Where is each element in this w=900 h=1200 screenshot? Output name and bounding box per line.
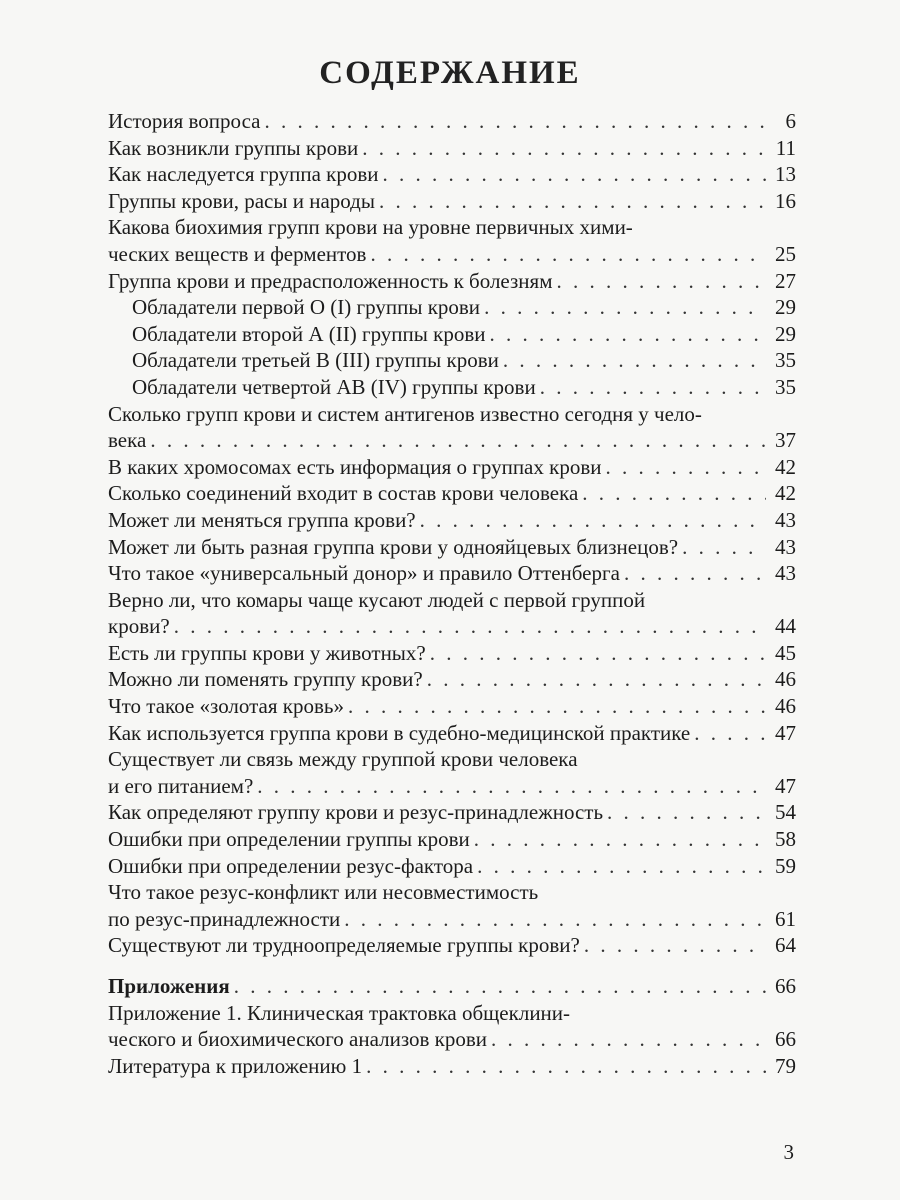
dot-leader	[366, 1053, 766, 1080]
toc-entry-title: Как возникли группы крови	[108, 135, 359, 160]
toc-entry	[108, 374, 796, 401]
toc-entry-page: 43	[775, 561, 796, 586]
toc-entry	[108, 720, 796, 747]
dot-leader	[557, 268, 767, 295]
toc-entry-title-start: Приложение 1. Клиническая трактовка общеклини-	[108, 1000, 571, 1025]
toc-entry	[108, 799, 796, 826]
toc-entry	[108, 268, 796, 295]
toc-entry	[108, 161, 796, 188]
dot-leader	[491, 1026, 766, 1053]
dot-leader	[362, 135, 766, 162]
toc-entry-page: 79	[775, 1053, 796, 1078]
toc-entry	[108, 454, 796, 481]
toc-entry-page: 44	[775, 614, 796, 639]
dot-leader	[624, 560, 766, 587]
toc-entry-title: Может ли быть разная группа крови у однояйцевых близнецов?	[108, 534, 679, 559]
toc-entry-title: Обладатели третьей В (III) группы крови	[132, 348, 499, 373]
toc-entry	[108, 587, 796, 640]
toc-entry-title: Обладатели первой О (I) группы крови	[132, 295, 481, 320]
toc-entry-page: 13	[775, 162, 796, 187]
toc-entry-page: 35	[775, 374, 796, 399]
dot-leader	[584, 932, 766, 959]
toc-entry-title: века	[108, 428, 147, 453]
dot-leader	[344, 906, 766, 933]
dot-leader	[474, 826, 766, 853]
toc-entry	[108, 294, 796, 321]
toc-entry-title: Литература к приложению 1	[108, 1053, 363, 1078]
toc-entry	[108, 693, 796, 720]
toc-entry-page: 35	[775, 348, 796, 373]
dot-leader	[484, 294, 766, 321]
toc-entry-title: Может ли меняться группа крови?	[108, 507, 416, 532]
toc-entry-page: 43	[775, 534, 796, 559]
section-gap	[108, 959, 796, 973]
toc-entry-page: 46	[775, 667, 796, 692]
toc-entry-title-start: Что такое резус-конфликт или несовместимость	[108, 880, 539, 905]
toc-entry	[108, 746, 796, 799]
toc-entry-page: 64	[775, 933, 796, 958]
dot-leader	[257, 773, 766, 800]
toc-entry-title: Группы крови, расы и народы	[108, 188, 375, 213]
toc-entry-title: Как используется группа крови в судебно-медицинской практике	[108, 720, 691, 745]
toc-entry-page: 54	[775, 800, 796, 825]
toc-entry-page: 27	[775, 268, 796, 293]
toc-entry-title: История вопроса	[108, 109, 261, 133]
toc-entry-title: по резус-принадлежности	[108, 906, 341, 931]
toc-entry-page: 66	[775, 1027, 796, 1052]
toc-entry-title: Есть ли группы крови у животных?	[108, 640, 426, 665]
toc-entry-title: Что такое «золотая кровь»	[108, 694, 344, 719]
toc-entry-title-start: Верно ли, что комары чаще кусают людей с первой группой	[108, 587, 646, 612]
dot-leader	[234, 973, 766, 1000]
dot-leader	[582, 480, 766, 507]
toc-entry-page: 47	[775, 773, 796, 798]
page-number: 3	[783, 1140, 794, 1164]
toc-entry-page: 29	[775, 321, 796, 346]
toc-entry-page: 58	[775, 827, 796, 852]
dot-leader	[490, 321, 766, 348]
toc-entry	[108, 560, 796, 587]
toc-entry-title: Как определяют группу крови и резус-принадлежность	[108, 800, 604, 825]
toc-entry-title-start: Существует ли связь между группой крови человека	[108, 747, 578, 772]
dot-leader	[477, 853, 766, 880]
table-of-contents	[108, 108, 796, 1079]
toc-entry-page: 42	[775, 454, 796, 479]
toc-entry-page: 16	[775, 188, 796, 213]
toc-entry-title: Обладатели второй А (II) группы крови	[132, 321, 486, 346]
toc-entry	[108, 214, 796, 267]
toc-entry-title: и его питанием?	[108, 773, 254, 798]
toc-entry-title: Что такое «универсальный донор» и правило Оттенберга	[108, 561, 620, 586]
dot-leader	[370, 241, 766, 268]
dot-leader	[174, 613, 766, 640]
toc-entry-title-start: Какова биохимия групп крови на уровне первичных хими-	[108, 215, 633, 240]
toc-entry-page: 61	[775, 906, 796, 931]
toc-entry-title: Ошибки при определении группы крови	[108, 827, 470, 852]
dot-leader	[150, 427, 766, 454]
toc-entry	[108, 534, 796, 561]
dot-leader	[694, 720, 766, 747]
dot-leader	[383, 161, 766, 188]
toc-entry	[108, 973, 796, 1000]
toc-entry-title: В каких хромосомах есть информация о группах крови	[108, 454, 602, 479]
toc-entry	[108, 135, 796, 162]
toc-entry-page: 37	[775, 428, 796, 453]
dot-leader	[430, 640, 766, 667]
toc-entry-title: Группа крови и предрасположенность к болезням	[108, 268, 553, 293]
dot-leader	[503, 347, 766, 374]
toc-entry-title: Как наследуется группа крови	[108, 162, 379, 187]
toc-entry-title: ческих веществ и ферментов	[108, 241, 367, 266]
toc-entry-page: 45	[775, 640, 796, 665]
toc-entry	[108, 932, 796, 959]
toc-entry-page: 25	[775, 241, 796, 266]
toc-entry	[108, 108, 796, 135]
toc-entry-title: Можно ли поменять группу крови?	[108, 667, 423, 692]
toc-entry-page: 46	[775, 694, 796, 719]
toc-entry	[108, 853, 796, 880]
dot-leader	[264, 108, 766, 135]
toc-entry-title: Существуют ли трудноопределяемые группы крови?	[108, 933, 580, 958]
toc-entry-page: 59	[775, 853, 796, 878]
dot-leader	[605, 454, 766, 481]
dot-leader	[379, 188, 766, 215]
toc-entry	[108, 1000, 796, 1053]
toc-entry	[108, 640, 796, 667]
toc-entry	[108, 879, 796, 932]
toc-entry-page: 6	[785, 109, 796, 133]
toc-entry	[108, 507, 796, 534]
toc-entry-title: Обладатели четвертой АВ (IV) группы крови	[132, 374, 536, 399]
dot-leader	[682, 534, 766, 561]
toc-entry	[108, 826, 796, 853]
toc-entry-title: ческого и биохимического анализов крови	[108, 1027, 488, 1052]
toc-entry-page: 43	[775, 507, 796, 532]
dot-leader	[348, 693, 766, 720]
toc-entry	[108, 321, 796, 348]
toc-entry	[108, 480, 796, 507]
toc-entry-page: 29	[775, 295, 796, 320]
page-title: СОДЕРЖАНИЕ	[319, 55, 581, 91]
dot-leader	[420, 507, 766, 534]
toc-entry	[108, 188, 796, 215]
toc-entry-page: 11	[775, 135, 796, 160]
dot-leader	[427, 666, 766, 693]
toc-entry-page: 47	[775, 720, 796, 745]
toc-entry	[108, 401, 796, 454]
toc-entry-title: Приложения	[108, 974, 230, 998]
toc-entry	[108, 666, 796, 693]
toc-entry-page: 66	[775, 974, 796, 998]
toc-entry-page: 42	[775, 481, 796, 506]
toc-entry-title: Ошибки при определении резус-фактора	[108, 853, 474, 878]
toc-entry	[108, 347, 796, 374]
toc-entry-title: Сколько соединений входит в состав крови человека	[108, 481, 579, 506]
toc-entry-title-start: Сколько групп крови и систем антигенов известно сегодня у чело-	[108, 401, 702, 426]
toc-entry	[108, 1053, 796, 1080]
dot-leader	[607, 799, 766, 826]
toc-entry-title: крови?	[108, 614, 170, 639]
dot-leader	[540, 374, 766, 401]
